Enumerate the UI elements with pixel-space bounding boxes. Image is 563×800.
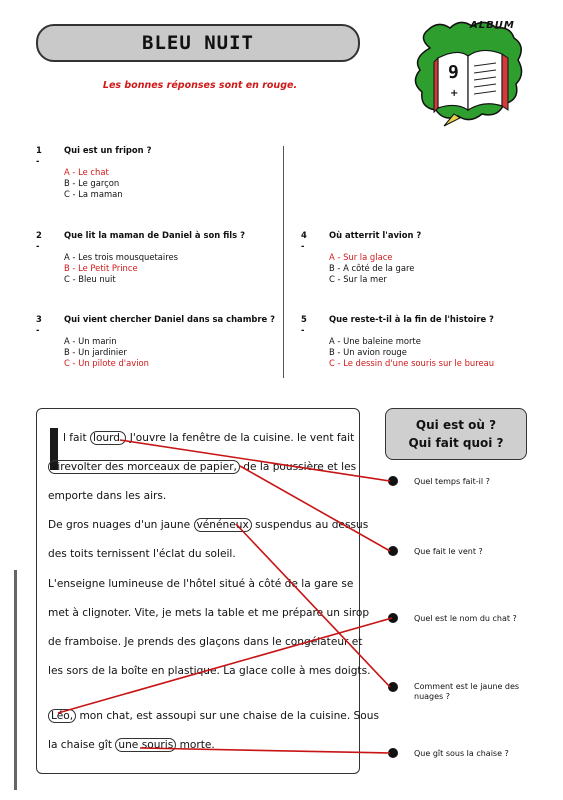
question-number: 5 -: [301, 314, 307, 335]
passage-line-8: de framboise. Je prends des glaçons dans le congélateur et: [48, 636, 363, 648]
answer-option: B - Un jardinier: [64, 347, 127, 357]
question-text: Qui vient chercher Daniel dans sa chambre ?: [64, 314, 275, 324]
answer-option: C - Un pilote d'avion: [64, 358, 149, 368]
answer-option: B - Le garçon: [64, 178, 120, 188]
svg-text:+: +: [450, 88, 459, 99]
answer-option: C - Le dessin d'une souris sur le bureau: [329, 358, 495, 368]
album-label: ALBUM: [470, 20, 515, 31]
answer-option: C - Sur la mer: [329, 274, 387, 284]
match-question-4: Comment est le jaune des nuages ?: [414, 682, 520, 701]
questions-header-line1: Qui est où ?: [415, 418, 497, 432]
question-number: 3 -: [36, 314, 42, 335]
circled-word: Léo,: [48, 709, 76, 723]
answer-option: C - La maman: [64, 189, 123, 199]
subtitle: Les bonnes réponses sont en rouge.: [102, 80, 298, 91]
question-text: Où atterrit l'avion ?: [329, 230, 422, 240]
match-question-1: Quel temps fait-il ?: [414, 477, 490, 486]
passage-line-10: Léo, mon chat, est assoupi sur une chaise de la cuisine. Sous: [48, 709, 348, 723]
passage-line-7: met à clignoter. Vite, je mets la table et me prépare un sirop: [48, 607, 370, 619]
match-question-5: Que gît sous la chaise ?: [414, 749, 509, 758]
answer-option: A - Les trois mousquetaires: [64, 252, 179, 262]
passage-line-9: les sors de la boîte en plastique. La glace colle à mes doigts.: [48, 665, 371, 677]
question-number: 2 -: [36, 230, 42, 251]
questions-header-line2: Qui fait quoi ?: [408, 436, 504, 450]
link-line: [236, 524, 390, 687]
question-number: 4 -: [301, 230, 307, 251]
link-line: [240, 466, 390, 551]
circled-word: une souris: [115, 738, 176, 752]
question-number: 1 -: [36, 145, 42, 166]
passage-line-2: virevolter des morceaux de papier, de la poussière et les: [48, 460, 348, 474]
answer-option: B - A côté de la gare: [329, 263, 415, 273]
answer-option: A - Une baleine morte: [329, 336, 421, 346]
circled-word: vénéneux: [194, 518, 252, 532]
passage-line-1: l fait lourd. J'ouvre la fenêtre de la cuisine. le vent fait: [63, 432, 355, 444]
question-text: Que lit la maman de Daniel à son fils ?: [64, 230, 245, 240]
passage-line-3: emporte dans les airs.: [48, 490, 167, 502]
answer-option: A - Un marin: [64, 336, 117, 346]
circled-word: virevolter des morceaux de papier,: [48, 460, 240, 474]
answer-option: A - Sur la glace: [329, 252, 393, 262]
question-text: Qui est un fripon ?: [64, 145, 152, 155]
passage-line-4: De gros nuages d'un jaune vénéneux suspendus au dessus: [48, 519, 369, 531]
passage-line-11: la chaise gît une souris morte.: [48, 739, 215, 751]
answer-option: B - Le Petit Prince: [64, 263, 138, 273]
album-number: 9: [448, 62, 459, 83]
page-title: BLEU NUIT: [142, 32, 254, 54]
question-text: Que reste-t-il à la fin de l'histoire ?: [329, 314, 494, 324]
match-question-3: Quel est le nom du chat ?: [414, 614, 517, 623]
match-question-2: Que fait le vent ?: [414, 547, 483, 556]
answer-option: C - Bleu nuit: [64, 274, 116, 284]
link-line: [58, 618, 392, 713]
circled-word: lourd.: [90, 431, 126, 445]
passage-line-6: L'enseigne lumineuse de l'hôtel situé à côté de la gare se: [48, 578, 354, 590]
link-line: [140, 748, 390, 753]
answer-option: B - Un avion rouge: [329, 347, 407, 357]
passage-line-5: des toits ternissent l'éclat du soleil.: [48, 548, 236, 560]
answer-option: A - Le chat: [64, 167, 109, 177]
